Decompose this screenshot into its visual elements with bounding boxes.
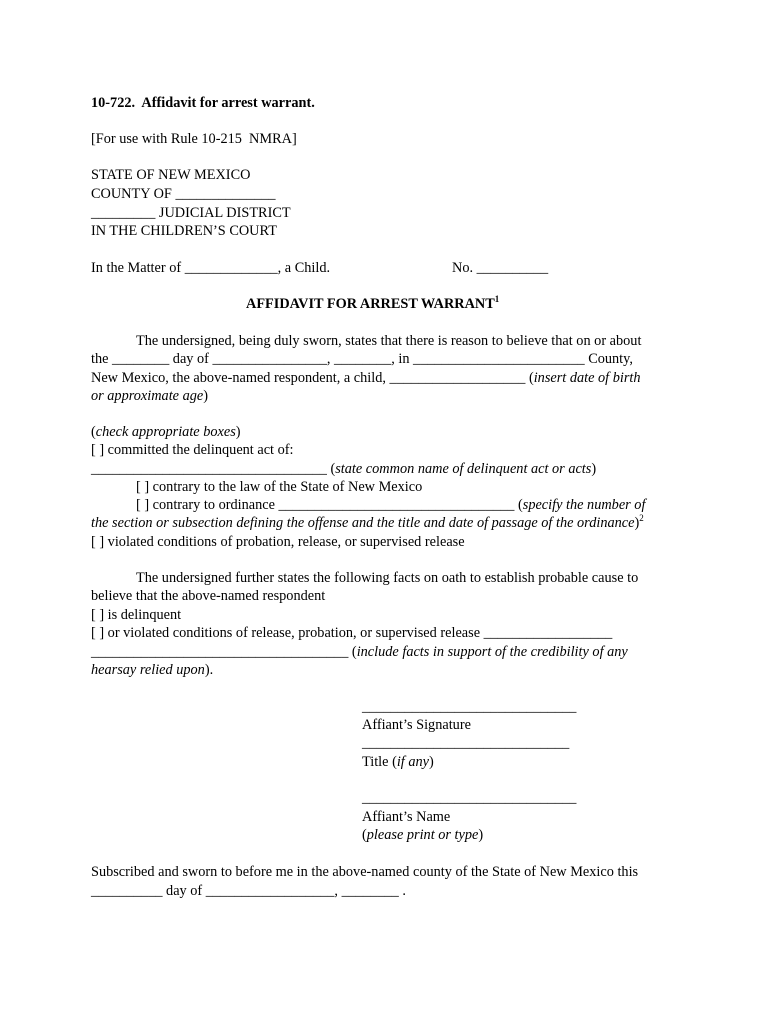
checkbox-is-delinquent: [ ] is delinquent [91, 607, 182, 623]
para2-line1: The undersigned further states the following facts on oath to establish probable cause to [136, 570, 639, 586]
caption-state: STATE OF NEW MEXICO [91, 167, 251, 183]
facts-note-line [91, 661, 213, 679]
checkbox-violated-conditions: [ ] violated conditions of probation, release, or supervised release [91, 534, 465, 550]
ordinance-close: ) [634, 515, 640, 531]
checkbox-contrary-ordinance [136, 496, 645, 514]
check-instruction [91, 423, 241, 441]
act-blank: _________________________________ ( [91, 461, 336, 477]
caption-county: COUNTY OF ______________ [91, 186, 276, 202]
act-close: ) [591, 461, 597, 477]
name-close: ) [478, 827, 484, 843]
ordinance-note-line [91, 514, 644, 532]
rule-heading: 10-722. Affidavit for arrest warrant. [91, 95, 315, 111]
check-open: ( [91, 424, 96, 440]
para1-line2: the ________ day of ________________, ________, in ________________________ County, [91, 351, 633, 367]
caption-district: _________ JUDICIAL DISTRICT [91, 205, 291, 221]
title-label-text: Title ( [362, 754, 397, 770]
title-line: _____________________________ [362, 735, 570, 751]
checkbox-delinquent-act: [ ] committed the delinquent act of: [91, 442, 294, 458]
ordinance-note-1: specify the number of [522, 497, 646, 513]
name-line: ______________________________ [362, 790, 577, 806]
name-label: Affiant’s Name [362, 809, 451, 825]
check-note: check appropriate boxes [95, 424, 236, 440]
act-note: state common name of delinquent act or acts [335, 461, 592, 477]
title-label-note: if any [396, 754, 429, 770]
checkbox-contrary-law: [ ] contrary to the law of the State of New Mexico [136, 479, 423, 495]
facts-note-2: hearsay relied upon [91, 662, 205, 678]
para2-line2: believe that the above-named respondent [91, 588, 326, 604]
ordinance-note-2: the section or subsection defining the offense and the title and date of passage of the ordinance [91, 515, 635, 531]
signature-line: ______________________________ [362, 699, 577, 715]
name-open: ( [362, 827, 367, 843]
check-close: ) [235, 424, 241, 440]
jurat-line2: __________ day of __________________, ________ . [91, 883, 406, 899]
facts-note-1: include facts in support of the credibility of any [356, 644, 628, 660]
facts-line [91, 643, 628, 661]
ordinance-footnote: 2 [639, 513, 644, 524]
signature-label: Affiant’s Signature [362, 717, 471, 733]
para1-line4-note: or approximate age [91, 388, 204, 404]
name-instruction [362, 826, 483, 844]
caption-matter: In the Matter of _____________, a Child. [91, 260, 331, 276]
title-label [362, 753, 434, 771]
name-note: please print or type [366, 827, 479, 843]
title-text: AFFIDAVIT FOR ARREST WARRANT [246, 296, 495, 312]
facts-close: ). [204, 662, 214, 678]
para1-line3-note: insert date of birth [533, 370, 641, 386]
para1-line3 [91, 369, 641, 387]
case-number: No. __________ [452, 260, 549, 276]
jurat-line1: Subscribed and sworn to before me in the above-named county of the State of New Mexico this [91, 864, 639, 880]
document-title [246, 295, 499, 313]
caption-court: IN THE CHILDREN’S COURT [91, 223, 277, 239]
checkbox-violated-release: [ ] or violated conditions of release, probation, or supervised release __________________ [91, 625, 613, 641]
para1-line4-close: ) [203, 388, 209, 404]
title-footnote: 1 [494, 294, 500, 305]
ordinance-text: [ ] contrary to ordinance _________________________________ ( [136, 497, 523, 513]
rule-note: [For use with Rule 10-215 NMRA] [91, 131, 297, 147]
title-label-close: ) [429, 754, 434, 770]
para1-line4 [91, 387, 208, 405]
facts-blank: ____________________________________ ( [91, 644, 357, 660]
delinquent-act-line [91, 460, 596, 478]
para1-line1: The undersigned, being duly sworn, states that there is reason to believe that on or about [136, 333, 642, 349]
para1-line3-text: New Mexico, the above-named respondent, a child, ___________________ ( [91, 370, 534, 386]
